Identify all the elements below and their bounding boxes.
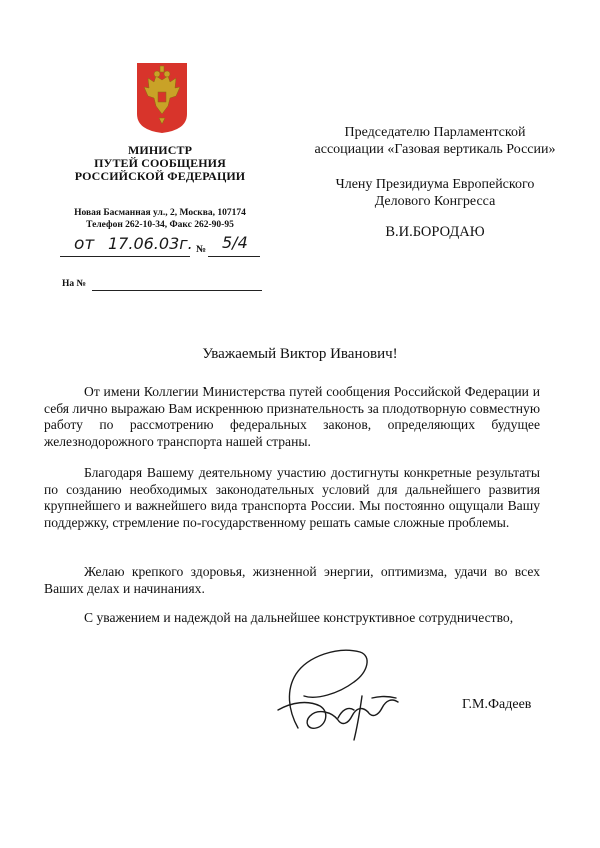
ref-label: На № — [62, 279, 87, 289]
russian-coat-of-arms-icon — [136, 62, 188, 134]
number-value: 5/4 — [222, 233, 248, 252]
date-prefix: от — [74, 234, 95, 254]
letter-paragraph-2: Благодаря Вашему деятельному участию достигнуты конкретные результаты по созданию необходимых законодательных условий для дальнейшего развития крупнейшего и важнейшего вида транспорта России. Мы постоянно ощущали Вашу поддержку, стремление по-государственному решать самые сложные проблемы. — [44, 465, 540, 530]
org-line-1: МИНИСТР — [127, 143, 193, 157]
org-line-2: ПУТЕЙ СООБЩЕНИЯ — [94, 156, 226, 170]
org-line-3: РОССИЙСКОЙ ФЕДЕРАЦИИ — [74, 169, 246, 183]
org-phones: Телефон 262-10-34, Факс 262-90-95 — [86, 220, 234, 230]
ref-underline — [92, 290, 262, 291]
date-underline — [60, 256, 190, 257]
number-sign: № — [196, 244, 207, 255]
addressee-line-2: ассоциации «Газовая вертикаль России» — [314, 142, 556, 157]
addressee-line-1: Председателю Парламентской — [344, 125, 526, 140]
addressee-line-4: Делового Конгресса — [374, 194, 496, 209]
addressee-line-3: Члену Президиума Европейского — [335, 177, 535, 192]
letter-paragraph-1: От имени Коллегии Министерства путей сообщения Российской Федерации и себя лично выражаю Вам искреннюю признательность за плодотворную совместную работу по рассмотрению федеральных законов, определяющих будущее железнодорожного транспорта нашей страны. — [44, 384, 540, 449]
org-address: Новая Басманная ул., 2, Москва, 107174 — [74, 208, 246, 218]
coat-of-arms-emblem — [136, 62, 188, 134]
date-value: 17.06.03г. — [108, 234, 193, 253]
signer-name: Г.М.Фадеев — [462, 697, 532, 712]
addressee-name: В.И.БОРОДАЮ — [385, 224, 485, 240]
handwritten-signature — [268, 640, 408, 750]
number-underline — [208, 256, 260, 257]
letter-greeting: Уважаемый Виктор Иванович! — [202, 346, 398, 362]
letter-closing: С уважением и надеждой на дальнейшее конструктивное сотрудничество, — [84, 610, 514, 625]
letter-paragraph-3: Желаю крепкого здоровья, жизненной энергии, оптимизма, удачи во всех Ваших делах и начинаниях. — [44, 564, 540, 596]
